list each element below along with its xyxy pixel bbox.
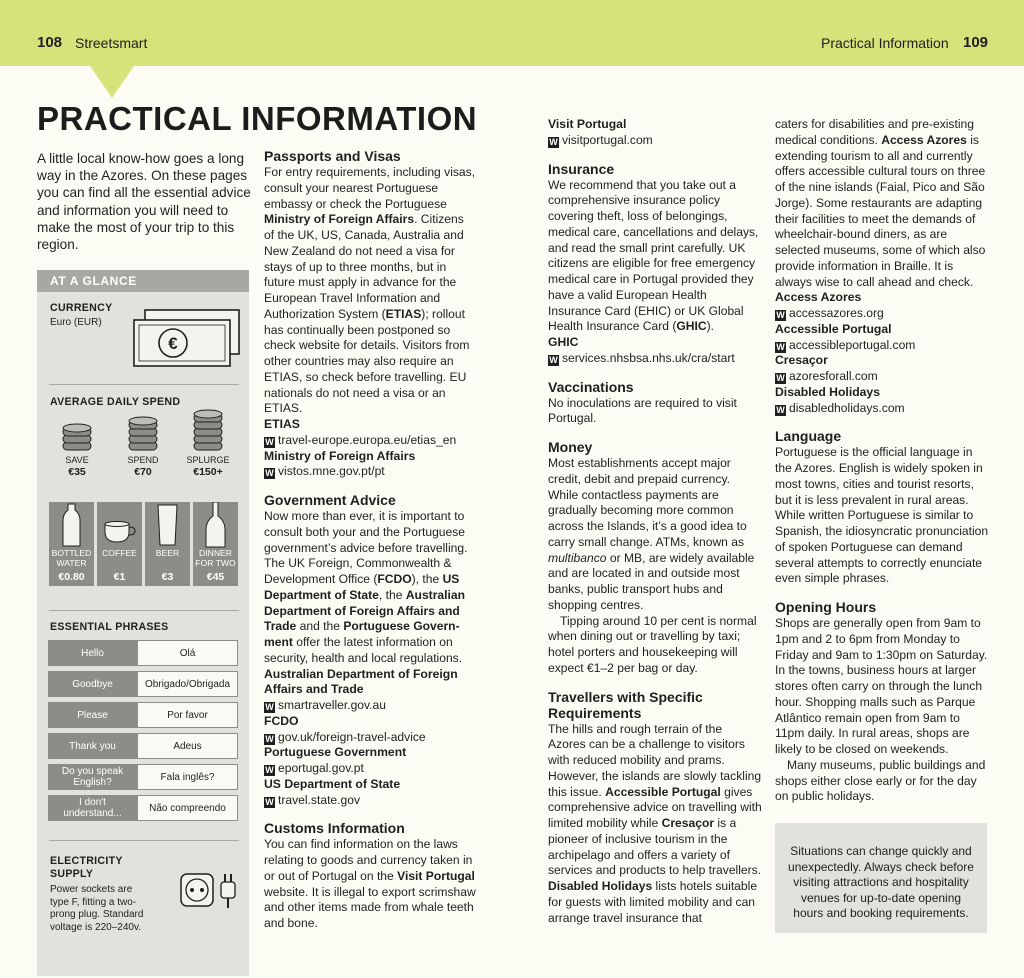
spacer	[548, 677, 762, 689]
divider	[49, 610, 239, 611]
government-advice-heading: Government Advice	[264, 492, 396, 508]
access-azores-name: Access Azores	[775, 290, 862, 305]
government-advice-text	[264, 509, 477, 667]
phrase-row	[48, 795, 238, 821]
cresacor-link[interactable]	[775, 369, 989, 385]
water-bottle-icon	[49, 502, 94, 548]
text-run: ), the	[411, 572, 443, 586]
page-header	[0, 0, 1024, 66]
web-icon: W	[265, 733, 274, 744]
accessibility-continued-text	[775, 117, 989, 290]
text-run: Ministry of Foreign Affairs	[264, 212, 415, 227]
text-run: ETIAS	[385, 306, 422, 321]
banknote-icon	[131, 308, 243, 370]
fcdo-link[interactable]	[264, 730, 477, 746]
spend-mid-label: SPEND	[127, 455, 159, 465]
column-2	[548, 117, 762, 926]
link-text[interactable]: visitportugal.com	[562, 132, 653, 147]
text-run: lists hotels suitable for guests with limited mobility and can arrange travel insurance that	[548, 879, 758, 925]
currency-value: Euro (EUR)	[50, 317, 102, 328]
language-heading: Language	[775, 428, 842, 445]
text-run: and the	[296, 619, 344, 634]
text-run: Cresaçor	[661, 816, 715, 830]
cost-value: €45	[206, 571, 225, 583]
spacer	[775, 587, 989, 599]
spend-save	[54, 454, 100, 478]
spacer	[775, 416, 989, 428]
passports-text	[264, 165, 477, 417]
pt-gov-name: Portuguese Government	[264, 745, 407, 760]
phrase-english: I don't understand...	[48, 795, 137, 821]
mfa-link[interactable]	[264, 464, 477, 480]
web-icon: W	[549, 136, 558, 147]
phrase-row	[48, 640, 238, 666]
phrase-english: Do you speak English?	[48, 764, 137, 790]
us-dept-link[interactable]	[264, 793, 477, 809]
link-text[interactable]: travel-europe.europa.eu/etias_en	[278, 432, 457, 447]
link-text[interactable]: smartraveller.gov.au	[278, 698, 386, 712]
link-text[interactable]: accessibleportugal.com	[789, 337, 916, 352]
text-run: Accessible Portugal	[605, 784, 721, 799]
intro-text: A little local know-how goes a long way in the Azores. On these pages you can find all the essential advice and information you will need to make the most of your trip to this region.	[37, 151, 251, 253]
text-run: We recommend that you take out a comprehensive insurance policy covering theft, loss of belongings, medical care, cancellations and delays, and read the small print carefully. UK citizens are eligible for free emergency medical care in Portugal provided they have a valid European Health Insurance Card (EHIC) or UK Global Health Insurance Card (	[548, 177, 759, 334]
spend-save-label: SAVE	[65, 455, 89, 465]
link-text[interactable]: eportugal.gov.pt	[278, 761, 364, 775]
us-dept-name: US Department of State	[264, 776, 401, 791]
euro-symbol: €	[168, 334, 178, 353]
divider	[49, 384, 239, 385]
text-run: website. It is illegal to export scrimshaw and other items made from whale teeth and bone.	[264, 884, 476, 930]
text-run: FCDO	[377, 572, 412, 586]
phrase-portuguese: Fala inglês?	[137, 764, 238, 790]
phrase-english: Goodbye	[48, 671, 137, 697]
language-text: Portuguese is the official language in the Azores. English is widely spoken in most towns, cities and tourist resorts, but it is less prevalent in rural areas. While written Portuguese is similar to Spanish, the idiosyncratic pronunciation of spoken Portuguese can demand several attempts to correctly enunciate even simple phrases.	[775, 445, 989, 586]
text-run: GHIC	[676, 319, 707, 334]
text-run: The hills and rough terrain of the Azores can be a challenge to visitors with reduced mobility and prams. However, the islands are slowly tackling this issue.	[548, 721, 762, 799]
visit-portugal-link[interactable]	[548, 133, 762, 149]
customs-text	[264, 837, 477, 932]
phrase-row	[48, 733, 238, 759]
etias-name: ETIAS	[264, 417, 300, 431]
link-text[interactable]: gov.uk/foreign-travel-advice	[278, 729, 426, 744]
opening-hours-heading: Opening Hours	[775, 599, 877, 615]
pt-gov-link[interactable]	[264, 761, 477, 777]
insurance-text	[548, 178, 762, 336]
wine-bottle-icon	[193, 502, 238, 548]
web-icon: W	[776, 341, 785, 352]
web-icon: W	[265, 436, 274, 447]
spend-save-value: €35	[68, 466, 86, 478]
cost-label: DINNER FOR TWO	[195, 548, 236, 568]
fcdo-name: FCDO	[264, 713, 299, 728]
text-run: Now more than ever, it is important to consult both your and the Portuguese government’s advice before travelling. The UK Foreign, Commonwealth & Development Office (	[264, 509, 468, 586]
phrase-portuguese: Olá	[137, 640, 238, 666]
text-run: Australian Department of Foreign Affairs and Trade	[264, 587, 465, 634]
accessible-portugal-link[interactable]	[775, 338, 989, 354]
coin-stack-splurge-icon	[192, 406, 224, 456]
ghic-name: GHIC	[548, 335, 579, 349]
cost-value: €1	[113, 571, 126, 583]
cresacor-name: Cresaçor	[775, 353, 828, 368]
phrase-english: Thank you	[48, 733, 137, 759]
link-text[interactable]: vistos.mne.gov.pt/pt	[278, 464, 385, 479]
link-text[interactable]: accessazores.org	[789, 306, 884, 320]
text-run: gives comprehensive advice on travelling with limited mobility while	[548, 784, 762, 830]
disabled-holidays-link[interactable]	[775, 401, 989, 417]
text-run: is extending tourism to all and currently offers accessible cultural tours on three of the nine islands (Faial, Pico and São Jorge). Some restaurants are adapting their facilities to meet the demands of wheelchair-bound diners, as are selected museums, some of which also provide information in Braille. It is always wise to call ahead and check.	[775, 132, 986, 289]
spend-mid	[120, 454, 166, 478]
divider	[49, 840, 239, 841]
cost-dinner	[193, 502, 238, 586]
spend-splurge-value: €150+	[193, 466, 223, 478]
electricity-text: Power sockets are type F, fitting a two-prong plug. Standard voltage is 220–240v.	[50, 884, 144, 933]
spacer	[548, 149, 762, 161]
spacer	[548, 367, 762, 379]
column-1	[264, 148, 477, 932]
text-run: . Citizens of the UK, US, Canada, Australia and New Zealand do not need a visa for stays of up to three months, but in future must apply in advance for the European Travel Information and Authorization System (	[264, 212, 464, 321]
phrase-row	[48, 702, 238, 728]
public-holidays-text: Many museums, public buildings and shops either close early or for the day on public holidays.	[775, 757, 986, 804]
text-run: Visit Portugal	[397, 868, 475, 883]
text-run: ).	[706, 319, 715, 334]
visit-portugal-name: Visit Portugal	[548, 117, 627, 131]
link-text[interactable]: azoresforall.com	[789, 369, 878, 383]
cost-value: €3	[161, 571, 174, 583]
web-icon: W	[265, 468, 274, 479]
at-a-glance-panel	[37, 270, 249, 976]
cost-label: BEER	[155, 548, 180, 558]
cost-beer	[145, 502, 190, 586]
coin-stack-spend-icon	[127, 414, 159, 456]
phrase-english: Please	[48, 702, 137, 728]
phrase-english: Hello	[48, 640, 137, 666]
column-3	[775, 117, 989, 805]
left-section-title: Streetsmart	[75, 35, 148, 51]
spend-splurge	[185, 454, 231, 478]
header-notch	[90, 66, 134, 98]
cost-label: BOTTLED WATER	[51, 548, 92, 568]
spend-mid-value: €70	[134, 466, 152, 478]
passports-heading: Passports and Visas	[264, 148, 401, 164]
right-section-title: Practical Information	[821, 35, 949, 51]
text-run: multibanco	[548, 550, 607, 565]
tipping-text: Tipping around 10 per cent is normal when dining out or travelling by taxi; hotel porters and housekeeping will expect €1–2 per bag or day.	[548, 613, 757, 675]
text-run: is a pioneer of inclusive tourism in the archipelago and offers a variety of services and products to help travellers.	[548, 816, 762, 878]
text-run: offer the latest information on security, health and local regulations.	[264, 635, 463, 665]
vaccinations-text: No inoculations are required to visit Portugal.	[548, 395, 737, 426]
text-run: Access Azores	[881, 132, 967, 147]
cost-coffee	[97, 502, 142, 586]
insurance-heading: Insurance	[548, 160, 615, 177]
link-text[interactable]: travel.state.gov	[278, 792, 361, 807]
access-azores-link[interactable]	[775, 306, 989, 322]
text-run: , the	[378, 587, 406, 602]
text-run: Disabled Holidays	[548, 879, 653, 893]
aus-dept-link[interactable]	[264, 698, 477, 714]
web-icon: W	[776, 310, 785, 320]
spacer	[548, 427, 762, 439]
vaccinations-heading: Vaccinations	[548, 378, 634, 395]
etias-link[interactable]	[264, 433, 477, 449]
web-icon: W	[265, 796, 274, 807]
phrase-row	[48, 671, 238, 697]
travellers-text	[548, 722, 762, 927]
customs-heading: Customs Information	[264, 820, 405, 837]
disabled-holidays-name: Disabled Holidays	[775, 384, 880, 399]
web-icon: W	[776, 404, 785, 415]
cost-label: COFFEE	[102, 548, 137, 558]
phrase-portuguese: Por favor	[137, 702, 238, 728]
money-text	[548, 456, 762, 614]
electricity-label: ELECTRICITY SUPPLY	[50, 855, 123, 880]
phrase-portuguese: Adeus	[137, 733, 238, 759]
phrase-row	[48, 764, 238, 790]
page-title: PRACTICAL INFORMATION	[37, 100, 478, 137]
web-icon: W	[549, 354, 558, 365]
text-run: or MB, are widely available and are located in and outside most banks, public transport hubs and shopping centres.	[548, 550, 755, 612]
text-run: US Department of State	[264, 572, 460, 602]
accessible-portugal-name: Accessible Portugal	[775, 321, 892, 336]
left-page-number: 108	[37, 34, 63, 51]
beer-glass-icon	[145, 502, 190, 548]
coffee-cup-icon	[97, 502, 142, 548]
text-run: You can find information on the laws relating to goods and currency taken in or out of Portugal on the	[264, 837, 473, 883]
coin-stack-save-icon	[61, 422, 93, 456]
spend-splurge-label: SPLURGE	[186, 455, 230, 465]
currency-label: CURRENCY	[50, 302, 113, 314]
mfa-name: Ministry of Foreign Affairs	[264, 448, 416, 463]
text-run: ); rollout has continually been postponed so check website for details. Visitors from other countries may also require an ETIAS, so check before travelling. EU nationals do not need a visa or an ETIAS.	[264, 306, 470, 416]
web-icon: W	[776, 373, 785, 383]
spacer	[264, 808, 477, 820]
phrase-portuguese: Obrigado/Obrigada	[137, 671, 238, 697]
link-text[interactable]: disabledholidays.com	[789, 400, 905, 415]
phrase-portuguese: Não compreendo	[137, 795, 238, 821]
daily-spend-label: AVERAGE DAILY SPEND	[50, 396, 181, 408]
power-socket-icon	[177, 868, 245, 910]
money-heading: Money	[548, 439, 593, 455]
link-text[interactable]: services.nhsbsa.nhs.uk/cra/start	[562, 350, 735, 365]
aus-dept-name: Australian Department of Foreign Affairs and Trade	[264, 666, 458, 697]
cost-bottled-water	[49, 502, 94, 586]
opening-hours-text: Shops are generally open from 9am to 1pm and 2 to 6pm from Monday to Friday and 9am to 1:30pm on Saturday. In the towns, business hours at larger stores often carry on through the lunch hour. Shopping malls such as Parque Atlântico remain open from 9am to 11pm daily. In rural areas, shops are likely to be closed on weekends.	[775, 616, 988, 756]
text-run: caters for disabilities and pre-existing medical conditions.	[775, 117, 974, 147]
travellers-heading: Travellers with Specific Requirements	[548, 688, 703, 721]
text-run: Portuguese Government	[264, 619, 460, 649]
ghic-link[interactable]	[548, 351, 762, 367]
essential-phrases-label: ESSENTIAL PHRASES	[50, 621, 169, 633]
text-run: Most establishments accept major credit, debit and prepaid currency. While contactless payments are gradually becoming more common across the Islands, it’s a good idea to carry small change. ATMs, known as	[548, 456, 747, 549]
web-icon: W	[265, 765, 274, 775]
advisory-note: Situations can change quickly and unexpectedly. Always check before visiting attractions and hospitality venues for up-to-date opening hours and booking requirements.	[775, 823, 987, 933]
cost-value: €0.80	[58, 571, 85, 583]
spacer	[264, 480, 477, 492]
text-run: For entry requirements, including visas, consult your nearest Portuguese embassy or check the Portuguese	[264, 165, 476, 211]
right-page-number: 109	[963, 34, 989, 51]
web-icon: W	[265, 702, 274, 712]
at-a-glance-heading: AT A GLANCE	[37, 270, 249, 292]
